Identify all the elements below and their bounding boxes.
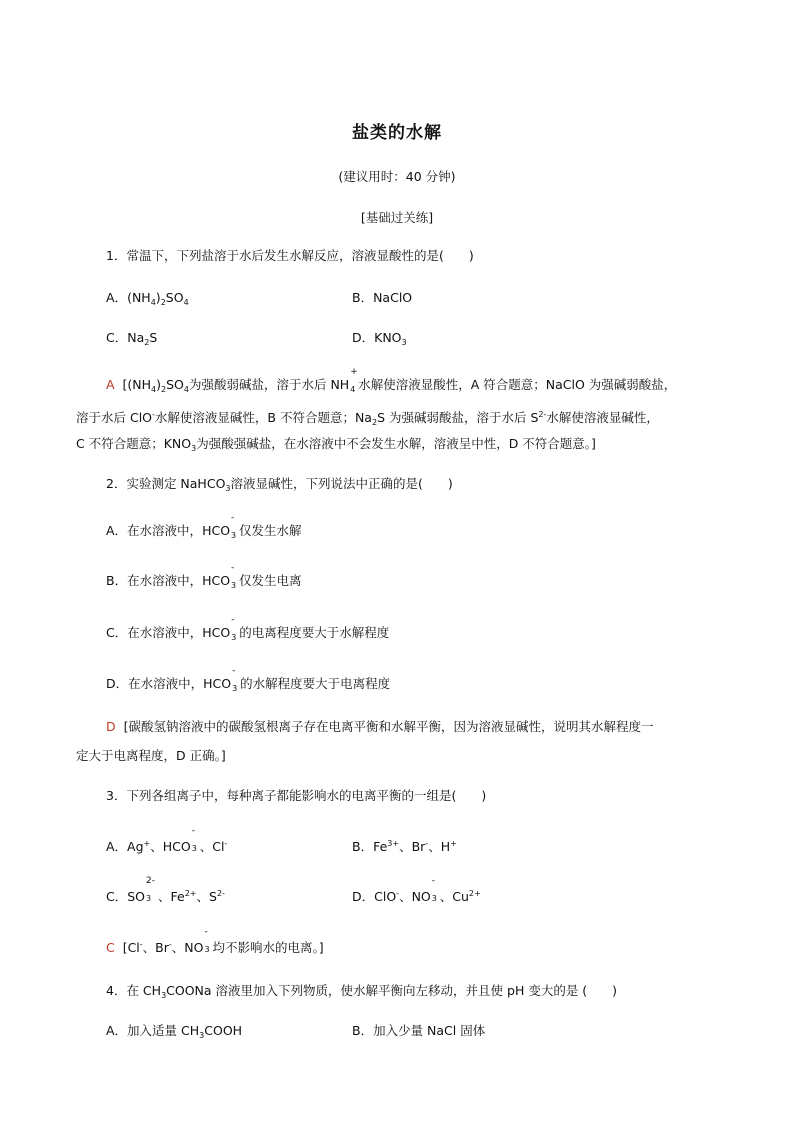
question-2-explanation-line-2: 定大于电离程度，D 正确。] <box>76 748 226 763</box>
question-2-explanation-line-1: D [碳酸氢钠溶液中的碳酸氢根离子存在电离平衡和水解平衡，因为溶液显碱性，说明其水解程度一 <box>106 719 654 734</box>
question-3-option-d: D．ClO-、NO - 3 、$Cu^{2+}$ <box>352 876 481 904</box>
question-2-stem: 2．实验测定 NaHCO$_3$溶液显碱性，下列说法中正确的是( ) <box>106 476 453 493</box>
question-2-option-b: B．在水溶液中，HCO - 3 仅发生电离 <box>106 563 302 590</box>
question-3-option-b: B．$Fe^{3+}$、Br-、H+ <box>352 839 457 854</box>
question-1-option-d: D．$KNO_3$ <box>352 330 407 347</box>
question-1-answer: A <box>106 377 115 392</box>
question-2-answer: D <box>106 719 116 734</box>
question-2-option-d: D．在水溶液中，HCO - 3 的水解程度要大于电离程度 <box>106 666 391 693</box>
question-2-option-a: A．在水溶液中，HCO - 3 仅发生水解 <box>106 513 302 540</box>
section-heading: [基础过关练] <box>360 210 434 225</box>
time-suggestion: (建议用时：40 分钟) <box>338 169 456 184</box>
question-1-explanation-line-2: 溶于水后 ClO-水解使溶液显碱性，B 不符合题意；$Na_2S$ 为强碱弱酸盐，溶于水后 $S^{2-}$水解使溶液显碱性， <box>76 410 659 427</box>
question-3-explanation: C [Cl-、Br-、NO - 3 均不影响水的电离。] <box>106 927 324 955</box>
question-3-option-a: A．Ag+、HCO - 3 、Cl- <box>106 826 228 854</box>
question-3-stem: 3．下列各组离子中，每种离子都能影响水的电离平衡的一组是( ) <box>106 788 487 803</box>
question-4-option-b: B．加入少量 NaCl 固体 <box>352 1023 486 1038</box>
question-2-option-c: C．在水溶液中，HCO - 3 的电离程度要大于水解程度 <box>106 615 390 642</box>
question-1-stem: 1．常温下，下列盐溶于水后发生水解反应，溶液显酸性的是( ) <box>106 248 474 263</box>
question-4-stem: 4．在 $CH_3COONa$ 溶液里加入下列物质，使水解平衡向左移动，并且使 pH 变大的是 ( ) <box>106 983 618 1000</box>
question-3-option-c: C．SO 2- 3 、$Fe^{2+}$、$S^{2-}$ <box>106 876 225 904</box>
question-1-option-a: A．$(NH_4)_2SO_4$ <box>106 290 189 307</box>
question-3-answer: C <box>106 940 115 955</box>
question-1-option-c: C．$Na_2S$ <box>106 330 158 347</box>
question-4-option-a: A．加入适量 $CH_3COOH$ <box>106 1023 243 1040</box>
question-1-option-b: B．NaClO <box>352 290 413 305</box>
question-1-explanation-line-3: C 不符合题意；$KNO_3$为强酸强碱盐，在水溶液中不会发生水解，溶液呈中性，D 不符合题意。] <box>76 436 596 453</box>
question-1-explanation-line-1: A [$(NH_4)_2SO_4$为强酸弱碱盐，溶于水后 NH + 4 水解使溶液显酸性，A 符合题意；NaClO 为强碱弱酸盐， <box>106 367 677 394</box>
page-title: 盐类的水解 <box>352 123 442 143</box>
